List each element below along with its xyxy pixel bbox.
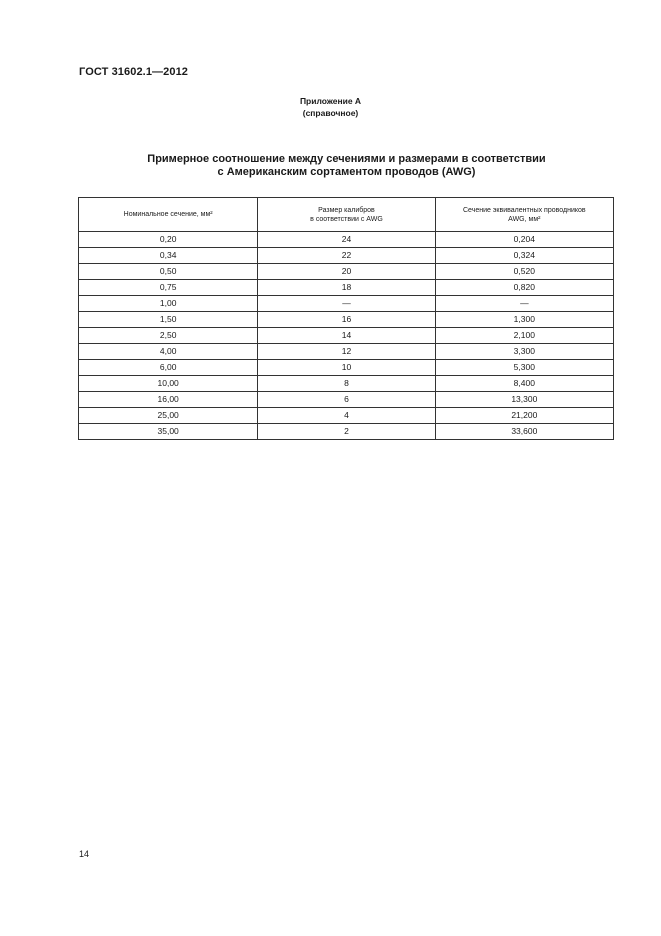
cell-nominal-section: 1,00: [79, 296, 258, 312]
table-row: [79, 296, 614, 312]
header-nominal-section-line1: Номинальное сечение, мм²: [123, 211, 213, 218]
cell-nominal-section: 0,20: [79, 232, 258, 248]
cell-equivalent-section: 0,820: [435, 280, 613, 296]
cell-nominal-section: 0,75: [79, 280, 258, 296]
cell-nominal-section: 6,00: [79, 360, 258, 376]
cell-equivalent-section: 8,400: [435, 376, 613, 392]
appendix-kind: (справочное): [302, 108, 359, 118]
cell-awg-size: 8: [258, 376, 435, 392]
table-row: [79, 392, 614, 408]
appendix-label: Приложение А: [299, 96, 362, 106]
cell-awg-size: 4: [258, 408, 435, 424]
header-nominal-section: [79, 198, 258, 232]
document-code: ГОСТ 31602.1—2012: [79, 66, 189, 78]
cell-awg-size: 6: [258, 392, 435, 408]
cell-nominal-section: 1,50: [79, 312, 258, 328]
table-row: [79, 312, 614, 328]
cell-awg-size: 22: [258, 248, 435, 264]
cell-nominal-section: 16,00: [79, 392, 258, 408]
header-equivalent-section-line2: AWG, мм²: [508, 215, 541, 223]
cell-awg-size: 12: [258, 344, 435, 360]
cell-equivalent-section: 33,600: [435, 424, 613, 440]
table-header-row: [79, 198, 614, 232]
table-row: [79, 264, 614, 280]
header-awg-size-line1: Размер калибров: [318, 206, 375, 214]
cell-awg-size: 24: [258, 232, 435, 248]
cell-nominal-section: 25,00: [79, 408, 258, 424]
cell-equivalent-section: 0,204: [435, 232, 613, 248]
table-row: [79, 328, 614, 344]
table-row: [79, 232, 614, 248]
table-row: [79, 280, 614, 296]
cell-nominal-section: 0,34: [79, 248, 258, 264]
cell-nominal-section: 4,00: [79, 344, 258, 360]
cell-equivalent-section: 0,520: [435, 264, 613, 280]
header-awg-size: [258, 198, 435, 232]
page-number: 14: [79, 849, 90, 859]
header-equivalent-section-line1: Сечение эквивалентных проводников: [462, 206, 586, 214]
cell-awg-size: 18: [258, 280, 435, 296]
table-row: [79, 344, 614, 360]
cell-nominal-section: 10,00: [79, 376, 258, 392]
appendix-heading: [0, 95, 661, 119]
table-row: [79, 424, 614, 440]
awg-table: [78, 197, 614, 440]
cell-awg-size: 2: [258, 424, 435, 440]
cell-equivalent-section: 3,300: [435, 344, 613, 360]
table-row: [79, 360, 614, 376]
table-row: [79, 376, 614, 392]
table-row: [79, 248, 614, 264]
table-title: [0, 153, 661, 179]
cell-nominal-section: 0,50: [79, 264, 258, 280]
header-equivalent-section: [435, 198, 613, 232]
cell-equivalent-section: 1,300: [435, 312, 613, 328]
cell-awg-size: 16: [258, 312, 435, 328]
table-row: [79, 408, 614, 424]
cell-awg-size: 14: [258, 328, 435, 344]
cell-equivalent-section: 5,300: [435, 360, 613, 376]
table-title-line2: с Американским сортаментом проводов (AWG): [217, 166, 476, 178]
cell-equivalent-section: 0,324: [435, 248, 613, 264]
cell-nominal-section: 2,50: [79, 328, 258, 344]
cell-awg-size: —: [258, 296, 435, 312]
cell-awg-size: 20: [258, 264, 435, 280]
cell-awg-size: 10: [258, 360, 435, 376]
cell-equivalent-section: 2,100: [435, 328, 613, 344]
cell-equivalent-section: 13,300: [435, 392, 613, 408]
cell-nominal-section: 35,00: [79, 424, 258, 440]
header-awg-size-line2: в соответствии с AWG: [310, 215, 383, 223]
cell-equivalent-section: 21,200: [435, 408, 613, 424]
table-body: [79, 232, 614, 440]
table-title-line1: Примерное соотношение между сечениями и размерами в соответствии: [147, 153, 546, 165]
cell-equivalent-section: —: [435, 296, 613, 312]
